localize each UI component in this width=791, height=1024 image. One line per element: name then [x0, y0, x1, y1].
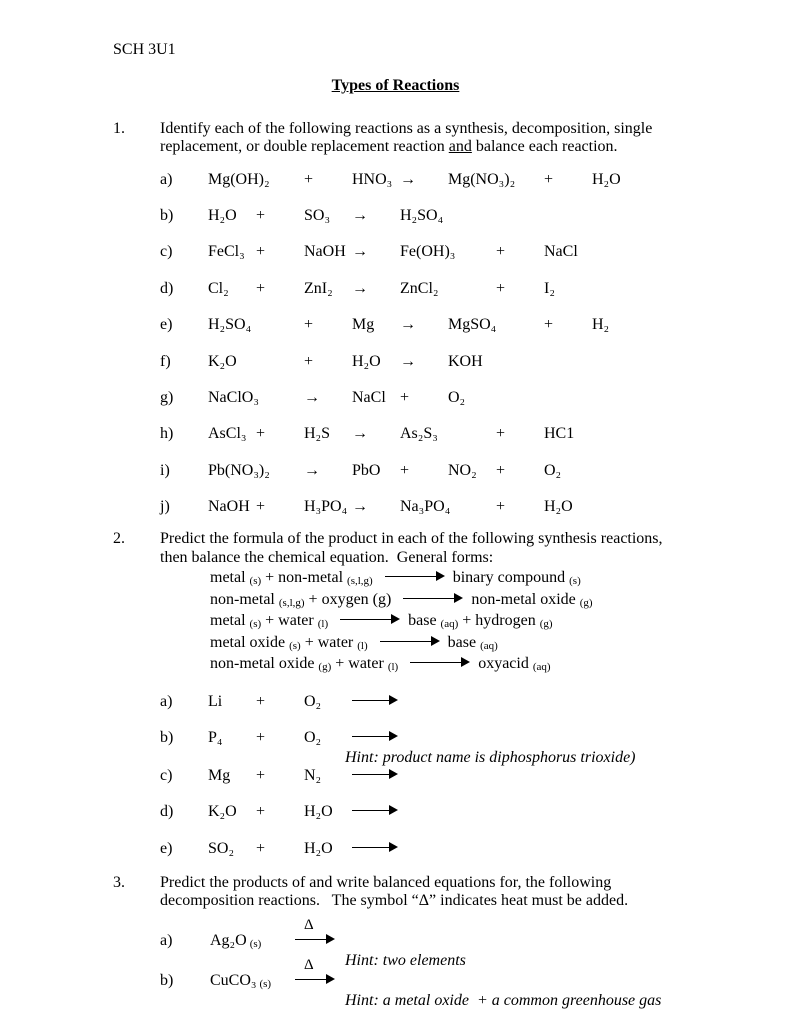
formula-text: CuCO₃ [210, 972, 257, 990]
form-text: + hydrogen [458, 612, 540, 630]
reaction-row-a: a) Mg(OH)₂ + HNO₃ → Mg(NO₃)₂ + H₂O [160, 170, 621, 188]
form-text: metal oxide [210, 633, 290, 651]
reaction-arrow [352, 731, 398, 742]
form-text: + non-metal [261, 569, 348, 587]
equation-text: a) Li + O₂ [160, 692, 352, 710]
state-label: (g) [318, 661, 332, 674]
question-1-body [160, 171, 691, 517]
state-label: (s) [249, 937, 262, 950]
question-number: 2. [113, 530, 125, 548]
reaction-arrow [403, 593, 463, 604]
form-text: binary compound [452, 569, 570, 587]
state-label: (s,l,g) [347, 575, 373, 588]
state-label: (g) [579, 596, 593, 609]
hint-text: Hint: two elements [345, 951, 466, 969]
form-text: metal [210, 612, 250, 630]
hint-text: Hint: a metal oxide + a common greenhouse gas [345, 992, 662, 1010]
reaction-arrow [340, 614, 400, 625]
page-title: Types of Reactions [331, 77, 460, 95]
question-number: 3. [113, 874, 125, 892]
question-2 [113, 530, 691, 858]
state-label: (l) [387, 661, 399, 674]
prompt-underlined-word: and [448, 138, 472, 156]
reaction-arrow [385, 571, 445, 582]
equation-text: d) K₂O + H₂O [160, 803, 352, 821]
item-label: b) [160, 972, 174, 990]
form-text: + water [331, 655, 388, 673]
state-label: (s) [569, 575, 581, 588]
state-label: (l) [317, 618, 329, 631]
form-text: non-metal oxide [471, 590, 580, 608]
state-label: (aq) [480, 639, 498, 652]
prompt-text: balance each reaction. [471, 138, 618, 156]
heat-arrow [295, 916, 335, 945]
general-form-line [210, 612, 691, 634]
reaction-row-b: b) H₂O + SO₃ → H₂SO₄ [160, 206, 444, 224]
form-text: + oxygen (g) [304, 590, 392, 608]
question-3-header [113, 874, 691, 911]
question-number: 1. [113, 119, 125, 137]
question-3 [113, 874, 691, 1011]
reaction-arrow [410, 657, 470, 668]
delta-symbol: Δ [304, 957, 314, 974]
heat-arrow [295, 957, 335, 985]
state-label: (s) [289, 639, 301, 652]
state-label: (s,l,g) [278, 596, 305, 609]
reaction-row-g: g) NaClO₃ → NaCl + O₂ [160, 388, 466, 406]
item-label: a) [160, 931, 173, 949]
hint-text: Hint: product name is diphosphorus trioxide) [345, 748, 636, 766]
question-2-header [113, 530, 691, 567]
form-text: non-metal oxide [210, 655, 319, 673]
reaction-arrow [352, 769, 398, 780]
state-label: (s) [249, 575, 262, 588]
equation-text: e) SO₂ + H₂O [160, 839, 352, 857]
synthesis-row-c [160, 767, 691, 785]
form-text: metal [210, 569, 250, 587]
form-text: + water [300, 633, 358, 651]
reaction-row-c: c) FeCl₃ + NaOH → Fe(OH)₃ + NaCl [160, 243, 578, 261]
general-form-line [210, 569, 691, 591]
reaction-row-e: e) H₂SO₄ + Mg → MgSO₄ + H₂ [160, 316, 610, 334]
formula [210, 972, 295, 991]
question-1-header [113, 120, 691, 157]
prompt-text: Identify each of the following reactions as a synthesis, decomposition, single replacement, or double replacement reaction [160, 119, 657, 156]
synthesis-row-b [160, 729, 691, 747]
general-forms [160, 569, 691, 677]
decomposition-row-a [160, 916, 691, 950]
delta-symbol: Δ [304, 916, 314, 933]
reaction-arrow [352, 842, 398, 853]
state-label: (aq) [532, 661, 551, 674]
question-1 [113, 120, 691, 517]
question-2-body [160, 569, 691, 858]
question-prompt [160, 120, 685, 157]
reaction-row-j: j) NaOH + H₃PO₄ → Na₃PO₄ + H₂O [160, 498, 573, 516]
form-text: base [408, 612, 441, 630]
title-row [113, 77, 678, 95]
state-label: (s) [249, 618, 262, 631]
state-label: (aq) [440, 618, 459, 631]
formula-text: Ag₂O [210, 931, 247, 949]
reaction-arrow [352, 695, 398, 706]
form-text: oxyacid [478, 655, 533, 673]
course-code: SCH 3U1 [113, 41, 176, 58]
equation-text: b) P₄ + O₂ [160, 729, 352, 747]
synthesis-row-a [160, 693, 691, 711]
general-form-line [210, 655, 691, 677]
question-prompt: Predict the formula of the product in each of the following synthesis reactions, then balance the chemical equation. General forms: [160, 530, 667, 566]
reaction-row-h: h) AsCl₃ + H₂S → As₂S₃ + HC1 [160, 425, 575, 443]
equation-text: c) Mg + N₂ [160, 766, 352, 784]
state-label: (l) [357, 639, 368, 652]
state-label: (s) [259, 978, 272, 991]
synthesis-row-e [160, 840, 691, 858]
formula [210, 932, 295, 951]
reaction-row-f: f) K₂O + H₂O → KOH [160, 352, 483, 370]
general-form-line [210, 634, 691, 656]
question-3-body [160, 916, 691, 1011]
form-text: base [447, 633, 481, 651]
general-form-line [210, 591, 691, 613]
state-label: (g) [539, 618, 553, 631]
reaction-row-i: i) Pb(NO₃)₂ → PbO + NO₂ + O₂ [160, 461, 562, 479]
question-prompt: Predict the products of and write balanced equations for, the following decomposition reactions. The symbol “Δ” indicates heat must be added. [160, 874, 629, 910]
reaction-row-d: d) Cl₂ + ZnI₂ → ZnCl₂ + I₂ [160, 279, 555, 297]
form-text: non-metal [210, 590, 279, 608]
synthesis-row-d [160, 803, 691, 821]
form-text: + water [261, 612, 318, 630]
reaction-arrow [380, 636, 440, 647]
reaction-arrow [352, 805, 398, 816]
